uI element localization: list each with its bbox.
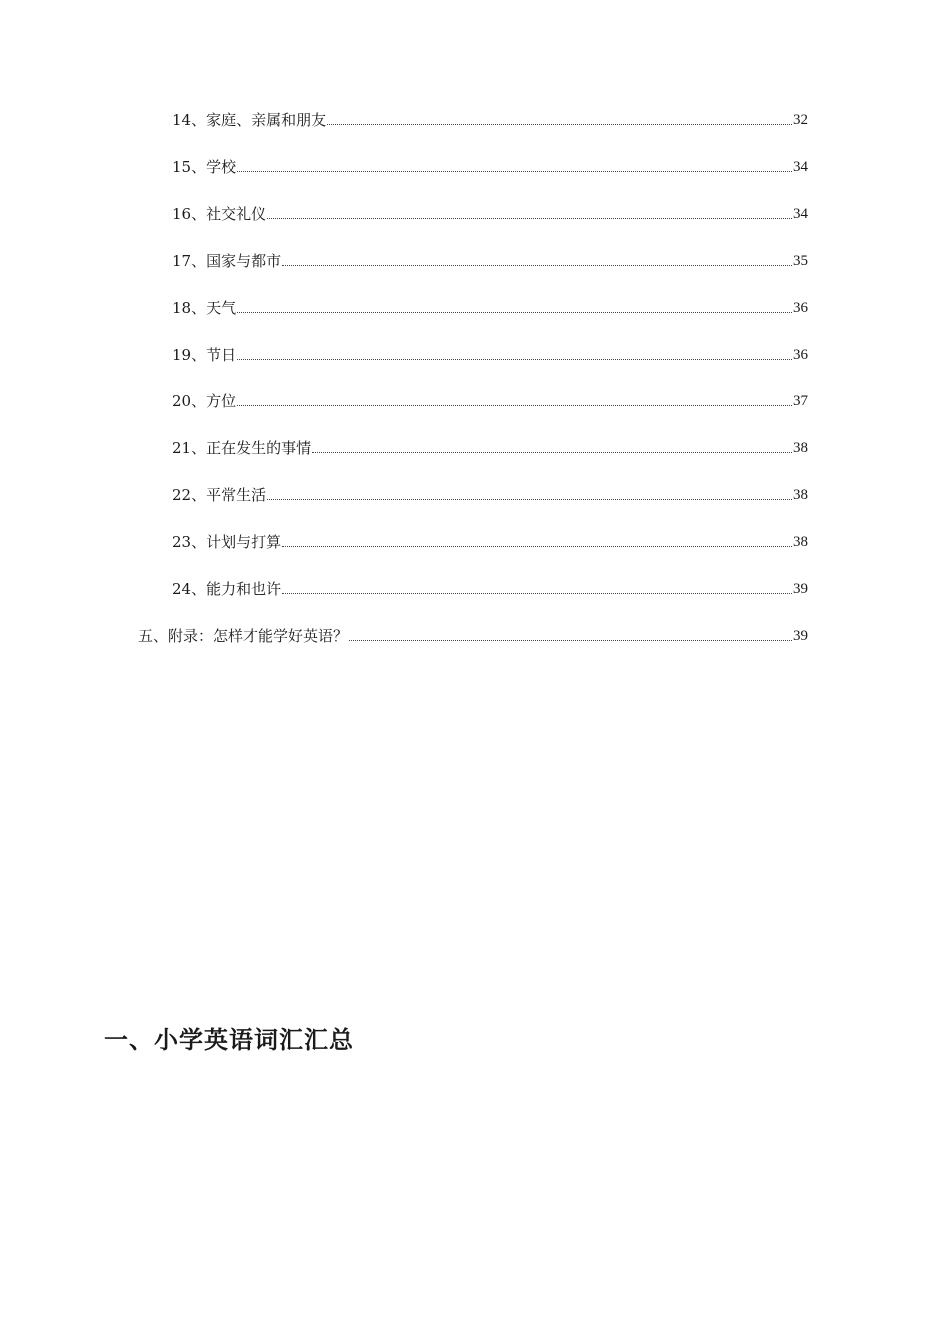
toc-dot-leader — [282, 593, 792, 594]
toc-page-number: 35 — [793, 253, 808, 269]
toc-entry-label: 24、能力和也许 — [172, 580, 282, 598]
toc-page-number: 34 — [793, 159, 808, 175]
toc-entry-label: 22、平常生活 — [172, 486, 267, 504]
toc-entry[interactable] — [172, 243, 808, 271]
toc-page-number: 39 — [793, 628, 808, 644]
toc-entry[interactable] — [172, 571, 808, 599]
toc-page-number: 39 — [793, 581, 808, 597]
toc-entry-label: 15、学校 — [172, 158, 237, 176]
toc-page-number: 36 — [793, 347, 808, 363]
toc-entry-label: 16、社交礼仪 — [172, 205, 267, 223]
toc-dot-leader — [349, 640, 792, 641]
toc-dot-leader — [282, 265, 792, 266]
toc-dot-leader — [327, 124, 792, 125]
toc-entry-label: 18、天气 — [172, 299, 237, 317]
toc-dot-leader — [282, 546, 792, 547]
toc-page-number: 37 — [793, 393, 808, 409]
toc-page-number: 34 — [793, 206, 808, 222]
toc-entry-label: 21、正在发生的事情 — [172, 439, 312, 457]
toc-page-number: 32 — [793, 112, 808, 128]
toc-dot-leader — [267, 218, 792, 219]
toc-dot-leader — [237, 171, 792, 172]
toc-entry-label: 20、方位 — [172, 392, 237, 410]
toc-page-number: 36 — [793, 300, 808, 316]
toc-dot-leader — [237, 405, 792, 406]
toc-entry-label: 19、节日 — [172, 346, 237, 364]
toc-dot-leader — [237, 359, 792, 360]
section-heading: 一、小学英语词汇汇总 — [104, 1026, 354, 1054]
toc-entry[interactable] — [172, 430, 808, 458]
toc-entry[interactable] — [172, 477, 808, 505]
toc-entry-label: 五、附录：怎样才能学好英语？ — [138, 627, 349, 645]
toc-entry[interactable] — [172, 102, 808, 130]
toc-entry-label: 17、国家与都市 — [172, 252, 282, 270]
toc-entry[interactable] — [172, 383, 808, 411]
toc-entry-label: 23、计划与打算 — [172, 533, 282, 551]
toc-dot-leader — [237, 312, 792, 313]
toc-entry[interactable] — [138, 618, 808, 646]
toc-entry[interactable] — [172, 337, 808, 365]
toc-page-number: 38 — [793, 534, 808, 550]
toc-dot-leader — [267, 499, 792, 500]
toc-entry[interactable] — [172, 196, 808, 224]
toc-page-number: 38 — [793, 440, 808, 456]
toc-page-number: 38 — [793, 487, 808, 503]
toc-entry-label: 14、家庭、亲属和朋友 — [172, 111, 327, 129]
toc-entry[interactable] — [172, 149, 808, 177]
toc-entry[interactable] — [172, 290, 808, 318]
toc-entry[interactable] — [172, 524, 808, 552]
toc-dot-leader — [312, 452, 792, 453]
